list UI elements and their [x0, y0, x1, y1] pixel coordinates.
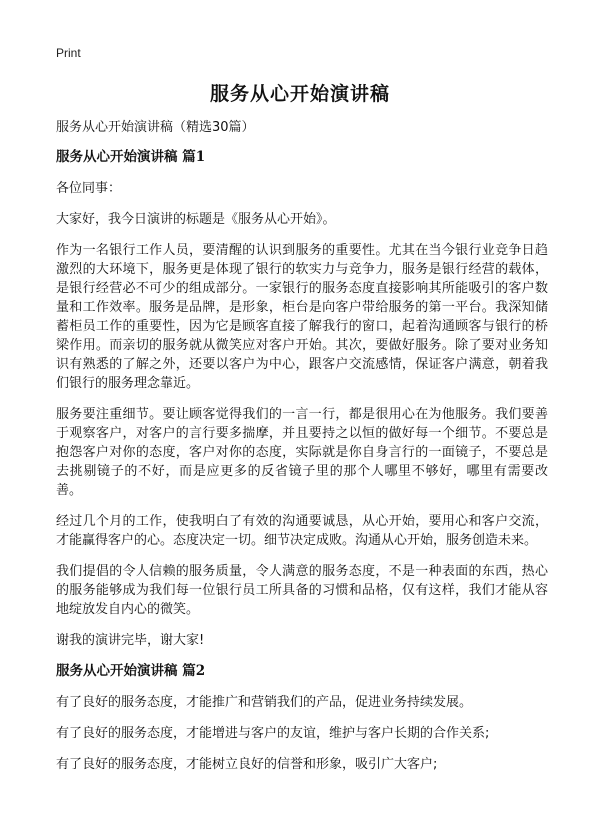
paragraph: 有了良好的服务态度，才能推广和营销我们的产品，促进业务持续发展。	[56, 695, 473, 710]
paragraph: 各位同事：	[56, 181, 122, 196]
section-1	[56, 148, 548, 650]
paragraph: 有了良好的服务态度，才能增进与客户的友谊，维护与客户长期的合作关系;	[56, 726, 490, 741]
print-link[interactable]: Print	[56, 46, 81, 60]
paragraph: 经过几个月的工作，使我明白了有效的沟通要诚恳，从心开始，要用心和客户交流，才能赢得客户的心。态度决定一切。细节决定成败。沟通从心开始，服务创造未来。	[56, 514, 548, 548]
paragraph: 服务要注重细节。要让顾客觉得我们的一言一行，都是很用心在为他服务。我们要善于观察客户，对客户的言行要多揣摩，并且要持之以恒的做好每一个细节。不要总是抱怨客户对你的态度，客户对你的态度，实际就是你自身言行的一面镜子，不要总是去挑剔镜子的不好，而是应更多的反省镜子里的那个人哪里不够好，哪里有需要改善。	[56, 407, 548, 498]
paragraph: 作为一名银行工作人员，要清醒的认识到服务的重要性。尤其在当今银行业竞争日趋激烈的大环境下，服务更是体现了银行的软实力与竞争力，服务是银行经营的载体，是银行经营必不可少的组成部分。一家银行的服务态度直接影响其所能吸引的客户数量和工作效率。服务是品牌，是形象，柜台是向客户带给服务的第一平台。我深知储蓄柜员工作的重要性，因为它是顾客直接了解我行的窗口，起着沟通顾客与银行的桥梁作用。而亲切的服务就从微笑应对客户开始。其次，要做好服务。除了要对业务知识有熟悉的了解之外，还要以客户为中心，跟客户交流感情，保证客户满意，朝着我们银行的服务理念靠近。	[56, 243, 548, 391]
paragraph: 有了良好的服务态度，才能树立良好的信誉和形象，吸引广大客户;	[56, 757, 438, 772]
section-heading: 服务从心开始演讲稿 篇1	[56, 149, 206, 165]
document-subtitle: 服务从心开始演讲稿（精选30篇）	[56, 120, 255, 135]
section-2	[56, 662, 548, 774]
page-title: 服务从心开始演讲稿	[209, 83, 390, 105]
document-body	[56, 118, 548, 786]
paragraph: 谢我的演讲完毕，谢大家!	[56, 633, 205, 648]
section-heading: 服务从心开始演讲稿 篇2	[56, 663, 206, 679]
paragraph: 大家好，我今日演讲的标题是《服务从心开始》。	[56, 212, 336, 227]
paragraph: 我们提倡的令人信赖的服务质量，令人满意的服务态度，不是一种表面的东西，热心的服务能够成为我们每一位银行员工所具备的习惯和品格，仅有这样，我们才能从容地绽放发自内心的微笑。	[56, 564, 548, 617]
